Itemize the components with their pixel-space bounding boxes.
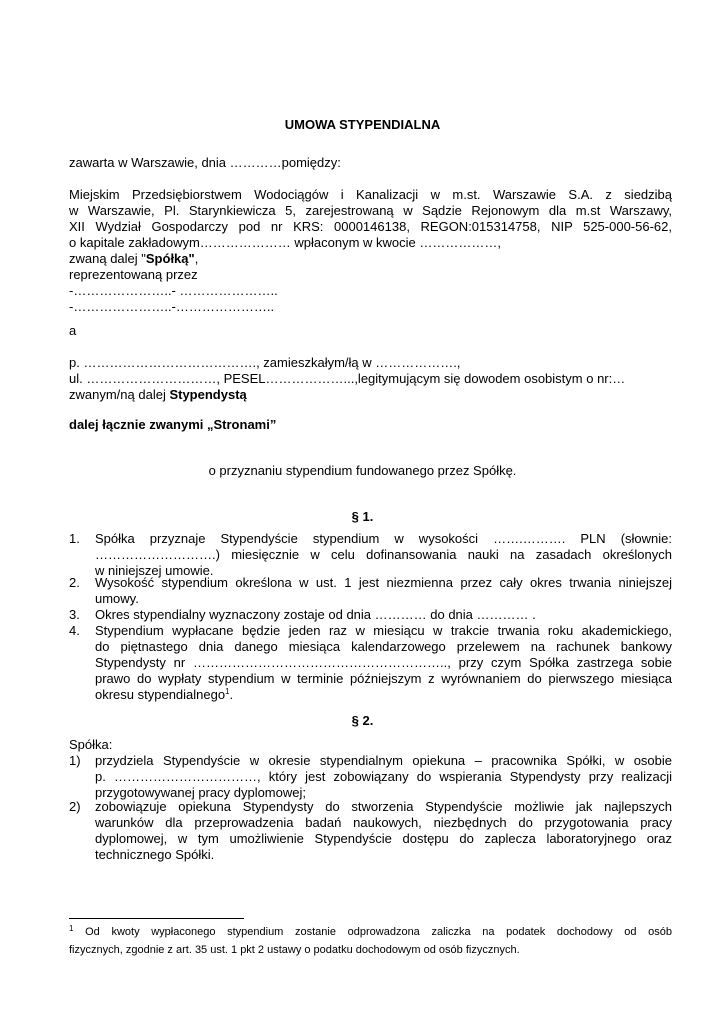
section-1-item-4-line-5-text: okresu stypendialnego [95, 687, 226, 702]
section-1-heading: § 1. [351, 509, 374, 524]
footnote-mark: 1 [69, 924, 74, 933]
section-1-item-4-line-2: do piętnastego dnia danego miesiąca kalendarzowego przelewem na rachunek bankowy [95, 639, 672, 654]
person-called-name: Stypendystą [169, 387, 247, 402]
section-2-item-2-line-1: zobowiązuje opiekuna Stypendysty do stworzenia Stypendyście możliwie jak najlepszych [95, 799, 672, 814]
footnote-line-1 [69, 924, 672, 940]
section-2-lead: Spółka: [69, 737, 113, 752]
section-2-item-1-line-2: p. ……………………………, który jest zobowiązany do wspierania Stypendysty przy realizacji [95, 769, 672, 784]
section-2-item-2-number: 2) [69, 799, 81, 814]
represented-by: reprezentowaną przez [69, 267, 198, 282]
person-line-1: p. …………………………………., zamieszkałym/łą w ………………., [69, 355, 461, 370]
footnote-line-1-text: Od kwoty wypłaconego stypendium zostanie odprowadzona zaliczka na podatek dochodowy od osób [73, 926, 672, 938]
company-line-2: w Warszawie, Pl. Starynkiewicza 5, zarejestrowaną w Sądzie Rejonowym dla m.st Warszawy, [69, 203, 672, 218]
section-1-item-1-line-1: Spółka przyznaje Stypendyście stypendium w wysokości …….………. PLN (słownie: [95, 531, 672, 546]
section-2-item-1-line-3: przygotowywanej pracy dyplomowej; [95, 785, 306, 800]
called-suffix: , [194, 251, 199, 266]
company-line-4: o kapitale zakładowym………………… wpłaconym w kwocie ………………, [69, 235, 501, 250]
person-called-prefix: zwanym/ną dalej [69, 387, 170, 402]
representative-2: -…………………..-………………….. [69, 299, 275, 314]
person-line-2: ul. …………………………, PESEL………………...,legitymującym się dowodem osobistym o nr:… [69, 371, 626, 386]
section-1-item-3-line-1: Okres stypendialny wyznaczony zostaje od dnia ………… do dnia ………… . [95, 607, 536, 622]
company-called-line [69, 251, 672, 267]
section-2-item-2-line-2: warunków dla przeprowadzenia badań naukowych, niezbędnych do przygotowania pracy [95, 815, 672, 830]
footnote-separator [69, 918, 244, 919]
called-prefix: zwaną dalej " [69, 251, 146, 266]
document-title: UMOWA STYPENDIALNA [284, 117, 441, 132]
section-1-item-4-line-3: Stypendysty nr ………………………………………………….., przy czym Spółka zastrzega sobie [95, 655, 672, 670]
section-1-item-1-line-3: w niniejszej umowie. [95, 563, 214, 578]
company-line-3: XII Wydział Gospodarczy pod nr KRS: 0000146138, REGON:015314758, NIP 525-000-56-62, [69, 219, 672, 234]
section-2-item-2-line-3: dyplomowej, w tym umożliwienie Stypendyście dostępu do zaplecza laboratoryjnego oraz [95, 831, 672, 846]
section-1-item-4-line-5 [95, 687, 672, 703]
line-end-period: . [229, 687, 234, 702]
called-company-name: Spółką" [145, 251, 195, 266]
section-1-item-1-line-2: ……………………….) miesięcznie w celu dofinansowania nauki na zasadach określonych [95, 547, 672, 562]
section-1-item-2-line-1: Wysokość stypendium określona w ust. 1 jest niezmienna przez cały okres trwania niniejszej [95, 575, 672, 590]
section-2-item-1-line-1: przydziela Stypendyście w okresie stypendialnym opiekuna – pracownika Spółki, w osobie [95, 753, 672, 768]
subject-line: o przyznaniu stypendium fundowanego przez Spółkę. [208, 463, 517, 478]
place-date-line: zawarta w Warszawie, dnia …………pomiędzy: [69, 155, 341, 170]
parties-line: dalej łącznie zwanymi „Stronami” [69, 417, 277, 432]
section-1-item-4-line-1: Stypendium wypłacane będzie jeden raz w miesiącu w trakcie trwania roku akademickiego, [95, 623, 672, 638]
section-1-item-1-number: 1. [69, 531, 80, 546]
footnote-line-2: fizycznych, zgodnie z art. 35 ust. 1 pkt 2 ustawy o podatku dochodowym od osób fizycznych. [69, 944, 520, 956]
company-line-1: Miejskim Przedsiębiorstwem Wodociągów i Kanalizacji w m.st. Warszawie S.A. z siedzibą [69, 187, 672, 202]
and-separator: a [69, 323, 77, 338]
section-2-item-2-line-4: technicznego Spółki. [95, 847, 215, 862]
section-1-item-3-number: 3. [69, 607, 80, 622]
section-1-item-2-number: 2. [69, 575, 80, 590]
representative-1: -…………………..- ………………….. [69, 283, 278, 298]
section-2-heading: § 2. [351, 713, 374, 728]
section-1-item-4-number: 4. [69, 623, 80, 638]
section-1-item-2-line-2: umowy. [95, 591, 139, 606]
section-2-item-1-number: 1) [69, 753, 81, 768]
footnote-reference[interactable]: 1 [225, 687, 230, 696]
section-1-item-4-line-4: prawo do wypłaty stypendium w terminie późniejszym z wyrównaniem do pierwszego miesiąca [95, 671, 672, 686]
person-called-line [69, 387, 672, 403]
